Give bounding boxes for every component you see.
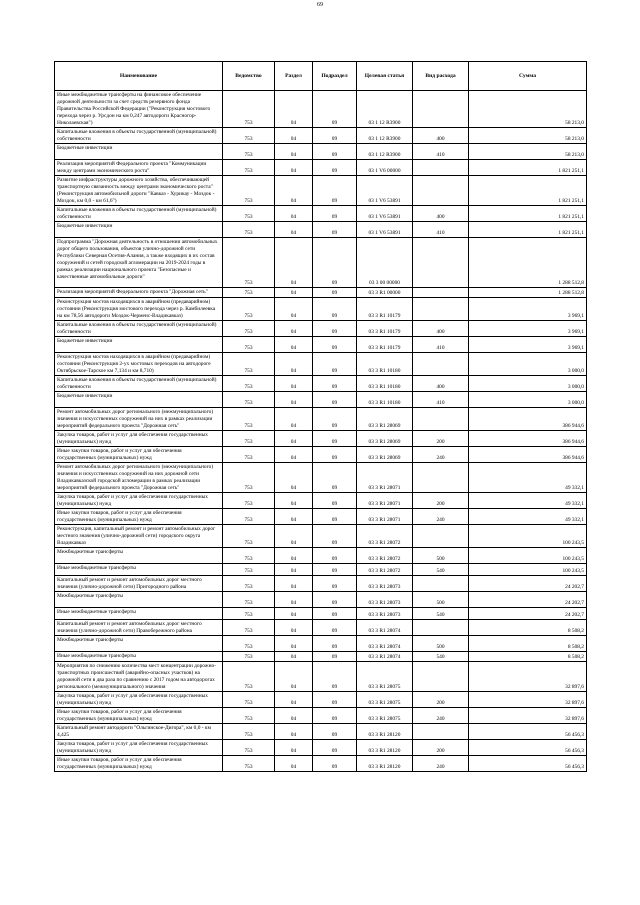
row-target-item: 03 1 12 R3900 — [357, 128, 413, 144]
row-name: Капитальный ремонт и ремонт автомобильных дорог местного значения (улично-дорожной сети) Правобережного района — [55, 620, 223, 636]
row-expense-type: 240 — [413, 708, 469, 724]
row-subsection: 09 — [313, 509, 357, 525]
row-amount: 3 969,1 — [469, 298, 587, 321]
row-amount: 32 897,6 — [469, 692, 587, 708]
row-department: 753 — [223, 525, 275, 548]
table-row — [55, 576, 587, 592]
row-amount: 8 508,2 — [469, 636, 587, 652]
row-expense-type: 500 — [413, 592, 469, 608]
row-amount: 1 821 251,1 — [469, 222, 587, 238]
row-name: Реализация мероприятий Федерального проекта "Коммуникации между центрами экономического роста" — [55, 160, 223, 176]
row-expense-type: 500 — [413, 548, 469, 564]
row-amount: 58 213,0 — [469, 91, 587, 128]
row-department: 753 — [223, 576, 275, 592]
row-department: 753 — [223, 509, 275, 525]
row-section: 04 — [275, 620, 313, 636]
row-section: 04 — [275, 144, 313, 160]
row-target-item: 03 1 12 R3900 — [357, 144, 413, 160]
row-subsection: 09 — [313, 91, 357, 128]
page-number: 69 — [317, 2, 323, 8]
row-section: 04 — [275, 376, 313, 392]
row-name: Капитальные вложения в объекты государственной (муниципальной) собственности — [55, 128, 223, 144]
row-subsection: 09 — [313, 493, 357, 509]
row-target-item: 03 3 R1 10180 — [357, 392, 413, 408]
header-name: Наименование — [55, 62, 223, 91]
row-subsection: 09 — [313, 206, 357, 222]
table-row — [55, 592, 587, 608]
table-row — [55, 692, 587, 708]
row-subsection: 09 — [313, 176, 357, 206]
row-expense-type — [413, 298, 469, 321]
row-subsection: 09 — [313, 592, 357, 608]
row-subsection: 09 — [313, 692, 357, 708]
row-amount: 1 821 251,1 — [469, 160, 587, 176]
row-department: 753 — [223, 740, 275, 756]
row-subsection: 09 — [313, 525, 357, 548]
row-name: Капитальные вложения в объекты государственной (муниципальной) собственности — [55, 376, 223, 392]
row-name: Межбюджетные трансферты — [55, 636, 223, 652]
row-expense-type — [413, 620, 469, 636]
row-target-item: 03 3 R1 28075 — [357, 692, 413, 708]
row-name: Иные межбюджетные трансферты — [55, 608, 223, 620]
budget-table — [54, 61, 587, 772]
row-name: Реконструкция мостов находящихся в аварийном (предаварийном) состоянии (Реконструкция 2-ух мостовых переходов на автодороге Октябрьское-Тарское км 7,134 и км 8,710) — [55, 353, 223, 376]
row-section: 04 — [275, 321, 313, 337]
row-expense-type: 400 — [413, 376, 469, 392]
row-expense-type — [413, 353, 469, 376]
table-header-row — [55, 62, 587, 91]
table-row — [55, 353, 587, 376]
row-amount: 32 897,6 — [469, 708, 587, 724]
row-expense-type: 410 — [413, 144, 469, 160]
row-target-item: 03 3 R1 28074 — [357, 620, 413, 636]
row-amount: 24 202,7 — [469, 576, 587, 592]
row-subsection: 09 — [313, 128, 357, 144]
row-expense-type: 200 — [413, 740, 469, 756]
row-department: 753 — [223, 298, 275, 321]
row-name: Иные межбюджетные трансферты — [55, 564, 223, 576]
row-target-item: 03 3 R1 28120 — [357, 724, 413, 740]
row-name: Мероприятия по снижению количества мест концентрации дорожно-транспортных происшествий (аварийно-опасных участков) на дорожной сети в два раза по сравнению с 2017 годом на автодорогах регионального (межмуниципального) значения — [55, 662, 223, 692]
row-target-item: 03 3 R1 28075 — [357, 708, 413, 724]
row-expense-type: 240 — [413, 447, 469, 463]
row-department: 753 — [223, 222, 275, 238]
row-section: 04 — [275, 608, 313, 620]
row-department: 753 — [223, 408, 275, 431]
row-name: Закупка товаров, работ и услуг для обеспечения государственных (муниципальных) нужд — [55, 740, 223, 756]
row-section: 04 — [275, 564, 313, 576]
row-section: 04 — [275, 525, 313, 548]
row-department: 753 — [223, 463, 275, 493]
row-expense-type: 410 — [413, 392, 469, 408]
row-name: Иные закупки товаров, работ и услуг для обеспечения государственных (муниципальных) нужд — [55, 447, 223, 463]
row-name: Капитальные вложения в объекты государственной (муниципальной) собственности — [55, 321, 223, 337]
row-expense-type — [413, 91, 469, 128]
row-subsection: 09 — [313, 620, 357, 636]
row-subsection: 09 — [313, 392, 357, 408]
row-name: Подпрограмма "Дорожная деятельность в отношении автомобильных дорог общего пользования, объектов улично-дорожной сети Республики Северная Осетия-Алания, а также входящих в их состав сооружений и сетей городской агломерации на 2019-2024 годы в рамках реализации национального проекта "Безопасные и качественные автомобильные дороги" — [55, 238, 223, 288]
table-row — [55, 708, 587, 724]
row-subsection: 09 — [313, 756, 357, 772]
row-name: Бюджетные инвестиции — [55, 392, 223, 408]
row-department: 753 — [223, 756, 275, 772]
row-amount: 56 456,3 — [469, 756, 587, 772]
row-amount: 56 456,3 — [469, 740, 587, 756]
row-section: 04 — [275, 298, 313, 321]
table-row — [55, 160, 587, 176]
row-department: 753 — [223, 493, 275, 509]
row-name: Иные закупки товаров, работ и услуг для обеспечения государственных (муниципальных) нужд — [55, 708, 223, 724]
table-row — [55, 288, 587, 298]
row-target-item: 03 3 R1 10179 — [357, 298, 413, 321]
row-target-item: 03 3 R1 28069 — [357, 431, 413, 447]
row-subsection: 09 — [313, 463, 357, 493]
row-subsection: 09 — [313, 353, 357, 376]
table-row — [55, 206, 587, 222]
row-section: 04 — [275, 431, 313, 447]
row-target-item: 03 3 R1 28075 — [357, 662, 413, 692]
row-expense-type: 540 — [413, 652, 469, 662]
table-row — [55, 756, 587, 772]
row-section: 04 — [275, 576, 313, 592]
row-name: Иные межбюджетные трансферты — [55, 652, 223, 662]
row-subsection: 09 — [313, 238, 357, 288]
row-expense-type — [413, 662, 469, 692]
row-subsection: 09 — [313, 708, 357, 724]
row-expense-type: 410 — [413, 337, 469, 353]
row-subsection: 09 — [313, 321, 357, 337]
row-subsection: 09 — [313, 652, 357, 662]
row-subsection: 09 — [313, 662, 357, 692]
row-department: 753 — [223, 91, 275, 128]
row-department: 753 — [223, 608, 275, 620]
row-department: 753 — [223, 592, 275, 608]
row-target-item: 03 3 R1 00000 — [357, 288, 413, 298]
table-row — [55, 564, 587, 576]
row-name: Ремонт автомобильных дорог регионального (межмуниципального) значения и искусственных сооружений на них в рамках реализации мероприятий федерального проекта "Дорожная сеть" — [55, 408, 223, 431]
row-department: 753 — [223, 662, 275, 692]
row-section: 04 — [275, 222, 313, 238]
table-row — [55, 128, 587, 144]
row-subsection: 09 — [313, 447, 357, 463]
row-department: 753 — [223, 392, 275, 408]
row-expense-type: 540 — [413, 564, 469, 576]
row-department: 753 — [223, 636, 275, 652]
row-subsection: 09 — [313, 740, 357, 756]
table-row — [55, 222, 587, 238]
table-row — [55, 636, 587, 652]
row-amount: 32 897,6 — [469, 662, 587, 692]
table-row — [55, 662, 587, 692]
table-row — [55, 238, 587, 288]
row-amount: 56 456,3 — [469, 724, 587, 740]
row-subsection: 09 — [313, 144, 357, 160]
row-amount: 386 944,6 — [469, 408, 587, 431]
row-section: 04 — [275, 592, 313, 608]
row-target-item: 03 1 V6 00000 — [357, 160, 413, 176]
row-subsection: 09 — [313, 431, 357, 447]
row-expense-type: 400 — [413, 206, 469, 222]
row-expense-type — [413, 525, 469, 548]
table-row — [55, 298, 587, 321]
row-amount: 1 288 512,8 — [469, 288, 587, 298]
row-target-item: 03 3 R1 28120 — [357, 756, 413, 772]
row-department: 753 — [223, 144, 275, 160]
row-name: Закупка товаров, работ и услуг для обеспечения государственных (муниципальных) нужд — [55, 692, 223, 708]
row-subsection: 09 — [313, 337, 357, 353]
table-row — [55, 724, 587, 740]
table-row — [55, 740, 587, 756]
row-section: 04 — [275, 708, 313, 724]
row-section: 04 — [275, 652, 313, 662]
row-department: 753 — [223, 564, 275, 576]
row-name: Бюджетные инвестиции — [55, 337, 223, 353]
row-expense-type: 200 — [413, 493, 469, 509]
row-name: Закупка товаров, работ и услуг для обеспечения государственных (муниципальных) нужд — [55, 431, 223, 447]
row-expense-type: 200 — [413, 692, 469, 708]
table-row — [55, 176, 587, 206]
row-target-item: 03 3 R1 28069 — [357, 447, 413, 463]
row-section: 04 — [275, 353, 313, 376]
row-target-item: 03 3 R1 28072 — [357, 525, 413, 548]
row-name: Капитальный ремонт автодороги "Ольгинское-Дигора", км 0,0 - км 4,425 — [55, 724, 223, 740]
row-section: 04 — [275, 408, 313, 431]
row-amount: 24 202,7 — [469, 592, 587, 608]
row-expense-type: 410 — [413, 222, 469, 238]
header-amount: Сумма — [469, 62, 587, 91]
row-name: Капитальный ремонт и ремонт автомобильных дорог местного значения (улично-дорожной сети) Пригородного района — [55, 576, 223, 592]
row-section: 04 — [275, 548, 313, 564]
row-target-item: 03 3 R1 28071 — [357, 463, 413, 493]
table-row — [55, 337, 587, 353]
table-row — [55, 321, 587, 337]
row-section: 04 — [275, 724, 313, 740]
row-name: Межбюджетные трансферты — [55, 548, 223, 564]
row-expense-type: 400 — [413, 128, 469, 144]
header-target-item: Целевая статья — [357, 62, 413, 91]
header-subsection: Подраздел — [313, 62, 357, 91]
table-row — [55, 548, 587, 564]
row-section: 04 — [275, 288, 313, 298]
row-department: 753 — [223, 176, 275, 206]
row-department: 753 — [223, 376, 275, 392]
row-section: 04 — [275, 176, 313, 206]
table-row — [55, 608, 587, 620]
row-amount: 1 821 251,1 — [469, 176, 587, 206]
row-subsection: 09 — [313, 548, 357, 564]
row-amount: 8 508,2 — [469, 652, 587, 662]
row-name: Межбюджетные трансферты — [55, 592, 223, 608]
row-amount: 49 332,1 — [469, 493, 587, 509]
row-target-item: 03 3 R1 28071 — [357, 493, 413, 509]
row-section: 04 — [275, 692, 313, 708]
row-department: 753 — [223, 447, 275, 463]
row-target-item: 03 3 R1 10179 — [357, 337, 413, 353]
row-name: Иные закупки товаров, работ и услуг для обеспечения государственных (муниципальных) нужд — [55, 509, 223, 525]
row-expense-type — [413, 724, 469, 740]
row-expense-type: 400 — [413, 321, 469, 337]
row-subsection: 09 — [313, 222, 357, 238]
row-section: 04 — [275, 509, 313, 525]
row-section: 04 — [275, 337, 313, 353]
row-department: 753 — [223, 337, 275, 353]
row-subsection: 09 — [313, 160, 357, 176]
row-section: 04 — [275, 662, 313, 692]
row-department: 753 — [223, 288, 275, 298]
row-target-item: 03 3 R1 28071 — [357, 509, 413, 525]
row-amount: 3 000,0 — [469, 392, 587, 408]
row-name: Реконструкция, капитальный ремонт и ремонт автомобильных дорог местного значения (улично-дорожной сети) городского округа Владикавказ — [55, 525, 223, 548]
row-target-item: 03 3 R1 28072 — [357, 564, 413, 576]
row-target-item: 03 3 R1 28120 — [357, 740, 413, 756]
table-row — [55, 431, 587, 447]
row-section: 04 — [275, 128, 313, 144]
row-department: 753 — [223, 708, 275, 724]
row-department: 753 — [223, 724, 275, 740]
row-expense-type — [413, 576, 469, 592]
row-expense-type: 500 — [413, 636, 469, 652]
table-row — [55, 144, 587, 160]
row-name: Иные межбюджетные трансферты на финансовое обеспечение дорожной деятельности за счет средств резервного фонда Правительства Российской Федерации ("Реконструкция мостового перехода через р. Урсдон на км 0,247 автодороги Красногор-Николаевская") — [55, 91, 223, 128]
row-section: 04 — [275, 206, 313, 222]
row-subsection: 09 — [313, 298, 357, 321]
row-amount: 49 332,1 — [469, 509, 587, 525]
row-section: 04 — [275, 238, 313, 288]
row-amount: 3 000,0 — [469, 353, 587, 376]
row-department: 753 — [223, 128, 275, 144]
row-expense-type: 540 — [413, 608, 469, 620]
row-expense-type — [413, 176, 469, 206]
row-section: 04 — [275, 91, 313, 128]
row-amount: 58 213,0 — [469, 144, 587, 160]
row-name: Бюджетные инвестиции — [55, 222, 223, 238]
row-subsection: 09 — [313, 288, 357, 298]
row-amount: 100 243,5 — [469, 525, 587, 548]
table-row — [55, 463, 587, 493]
table-row — [55, 652, 587, 662]
row-amount: 386 944,6 — [469, 431, 587, 447]
header-expense-type: Вид расхода — [413, 62, 469, 91]
row-amount: 3 969,1 — [469, 321, 587, 337]
row-amount: 3 969,1 — [469, 337, 587, 353]
row-name: Иные закупки товаров, работ и услуг для обеспечения государственных (муниципальных) нужд — [55, 756, 223, 772]
table-row — [55, 620, 587, 636]
row-amount: 58 213,0 — [469, 128, 587, 144]
row-amount: 49 332,1 — [469, 463, 587, 493]
row-department: 753 — [223, 692, 275, 708]
row-name: Ремонт автомобильных дорог регионального (межмуниципального) значения и искусственных сооружений на них дорожной сети Владикавказской городской агломерации в рамках реализации мероприятий федерального проекта "Дорожная сеть" — [55, 463, 223, 493]
row-target-item: 03 3 R1 28073 — [357, 608, 413, 620]
row-target-item: 03 1 V6 53891 — [357, 176, 413, 206]
row-section: 04 — [275, 740, 313, 756]
row-section: 04 — [275, 756, 313, 772]
row-target-item: 03 3 R1 10180 — [357, 376, 413, 392]
row-expense-type: 200 — [413, 431, 469, 447]
row-section: 04 — [275, 463, 313, 493]
table-row — [55, 525, 587, 548]
row-target-item: 03 3 R1 28074 — [357, 652, 413, 662]
row-target-item: 03 3 R1 28072 — [357, 548, 413, 564]
row-name: Капитальные вложения в объекты государственной (муниципальной) собственности — [55, 206, 223, 222]
row-department: 753 — [223, 160, 275, 176]
row-name: Бюджетные инвестиции — [55, 144, 223, 160]
row-name: Развитие инфраструктуры дорожного хозяйства, обеспечивающей транспортную связанность между центрами экономического роста" (Реконструкция автомобильной дороги "Кавказ - Хурикау - Моздок - Моздок, км 0,0 - км 61,6") — [55, 176, 223, 206]
row-amount: 386 944,6 — [469, 447, 587, 463]
row-section: 04 — [275, 493, 313, 509]
row-department: 753 — [223, 321, 275, 337]
row-amount: 3 000,0 — [469, 376, 587, 392]
row-department: 753 — [223, 238, 275, 288]
row-target-item: 03 3 R1 28069 — [357, 408, 413, 431]
row-subsection: 09 — [313, 564, 357, 576]
row-department: 753 — [223, 206, 275, 222]
row-section: 04 — [275, 392, 313, 408]
row-department: 753 — [223, 652, 275, 662]
row-target-item: 03 1 12 R3900 — [357, 91, 413, 128]
row-target-item: 03 3 R1 28074 — [357, 636, 413, 652]
row-amount: 100 243,5 — [469, 548, 587, 564]
row-department: 753 — [223, 431, 275, 447]
row-target-item: 03 3 R1 10179 — [357, 321, 413, 337]
table-row — [55, 447, 587, 463]
table-row — [55, 493, 587, 509]
row-department: 753 — [223, 548, 275, 564]
row-name: Реализация мероприятий Федерального проекта "Дорожная сеть" — [55, 288, 223, 298]
row-amount: 8 508,2 — [469, 620, 587, 636]
row-department: 753 — [223, 620, 275, 636]
row-section: 04 — [275, 447, 313, 463]
row-section: 04 — [275, 636, 313, 652]
row-expense-type — [413, 238, 469, 288]
row-target-item: 03 3 R1 28073 — [357, 592, 413, 608]
row-amount: 1 821 251,1 — [469, 206, 587, 222]
table-row — [55, 509, 587, 525]
header-department: Ведомство — [223, 62, 275, 91]
row-target-item: 03 3 R1 28073 — [357, 576, 413, 592]
row-target-item: 03 3 R1 10180 — [357, 353, 413, 376]
row-target-item: 03 1 V6 53891 — [357, 222, 413, 238]
table-row — [55, 91, 587, 128]
table-row — [55, 392, 587, 408]
row-amount: 24 202,7 — [469, 608, 587, 620]
row-subsection: 09 — [313, 408, 357, 431]
row-name: Реконструкция мостов находящихся в аварийном (предаварийном) состоянии (Реконструкция мостового перехода через р. Камбилеевка на км 78,56 автодороги Моздок-Черменс-Владикавказ) — [55, 298, 223, 321]
row-amount: 1 288 512,8 — [469, 238, 587, 288]
row-department: 753 — [223, 353, 275, 376]
row-subsection: 09 — [313, 724, 357, 740]
row-target-item: 03 3 00 00000 — [357, 238, 413, 288]
row-name: Закупка товаров, работ и услуг для обеспечения государственных (муниципальных) нужд — [55, 493, 223, 509]
header-section: Раздел — [275, 62, 313, 91]
row-subsection: 09 — [313, 636, 357, 652]
row-expense-type — [413, 288, 469, 298]
row-target-item: 03 1 V6 53891 — [357, 206, 413, 222]
row-subsection: 09 — [313, 608, 357, 620]
table-row — [55, 408, 587, 431]
row-expense-type — [413, 160, 469, 176]
row-amount: 100 243,5 — [469, 564, 587, 576]
row-expense-type — [413, 408, 469, 431]
table-row — [55, 376, 587, 392]
row-subsection: 09 — [313, 576, 357, 592]
row-expense-type: 240 — [413, 756, 469, 772]
row-subsection: 09 — [313, 376, 357, 392]
row-section: 04 — [275, 160, 313, 176]
row-expense-type: 240 — [413, 509, 469, 525]
row-expense-type — [413, 463, 469, 493]
